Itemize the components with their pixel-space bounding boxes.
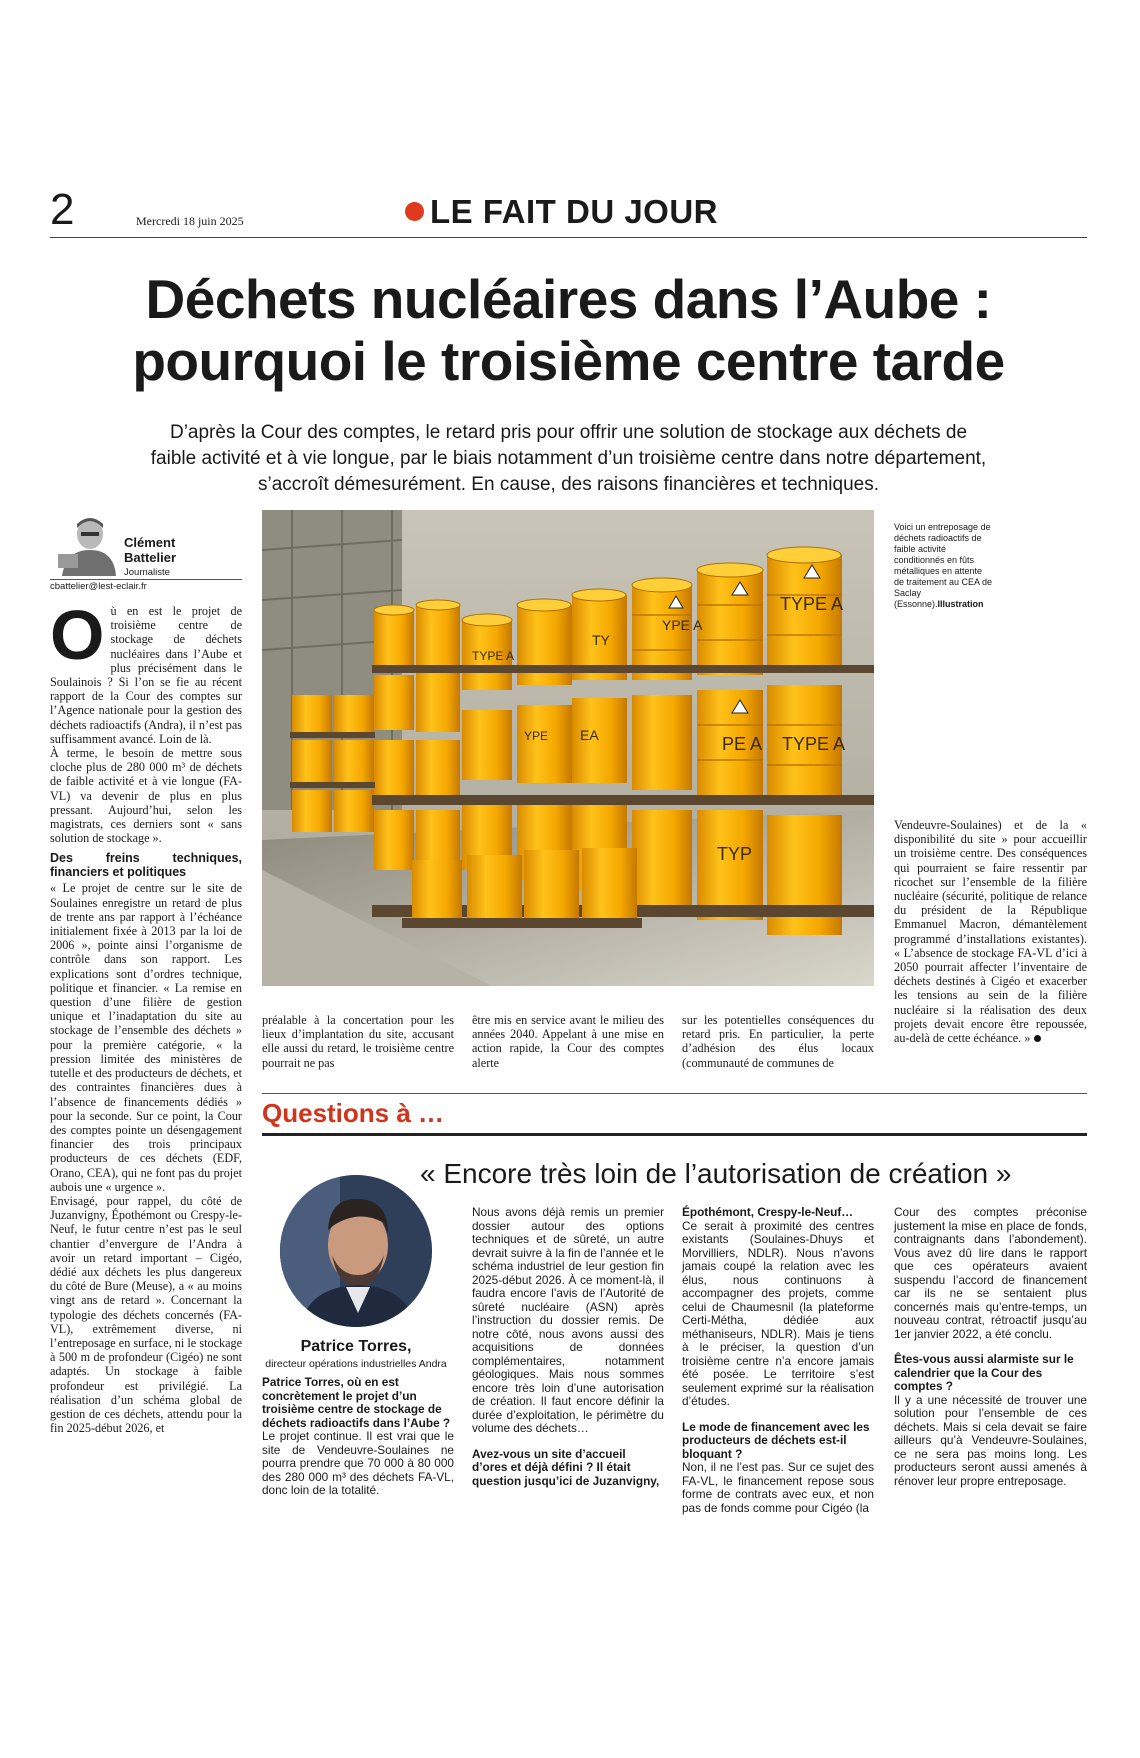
- drop-cap: O: [50, 596, 105, 674]
- headline: [50, 268, 1087, 392]
- section-divider: [262, 1093, 1087, 1094]
- photo-caption: [894, 522, 994, 610]
- author-role: Journaliste: [124, 567, 170, 578]
- barrel-label: TYP: [717, 844, 753, 864]
- interviewee-title: directeur opérations industrielles Andra: [265, 1358, 447, 1370]
- article-subhead: Des freins techniques, financiers et politiques: [50, 851, 242, 880]
- section-rubric: [405, 194, 718, 230]
- interview-column-3: [682, 1206, 874, 1515]
- barrel-label: PE A: [722, 734, 763, 754]
- article-paragraph: « Le projet de centre sur le site de Soulaines enregistre un retard de plus de trente ans par rapport à l’échéance initialement fixée à 2013 par la loi de 2006 », pointe ainsi l’organisme de contrôle dans son rapport. Les explications sont d’ordres technique, politique et financier. « La remise en question d’une filière de gestion unique et l’inadaptation du site au stockage de l’ensemble des déchets » pour la première catégorie, « la pression limitée des ministères de tutelle et des producteurs de déchets, et des contraintes financières dues à l’absence de financements dédiés » pour la seconde. Sur ce point, la Cour des comptes pointe un désengagement financier des trois principaux producteurs de ces déchets (EDF, Orano, CEA), qui ne font pas du projet aubois une « urgence ».: [50, 881, 242, 1194]
- barrels-photo: [262, 510, 874, 986]
- interviewee-name: Patrice Torres,: [300, 1338, 412, 1355]
- standfirst: D’après la Cour des comptes, le retard pris pour offrir une solution de stockage aux déchets de faible activité et à vie longue, par le biais notamment d’un troisième centre dans notre département, s’accroît démesurément. En cause, des raisons financières et techniques.: [150, 422, 987, 495]
- author-email[interactable]: cbattelier@lest-eclair.fr: [50, 581, 147, 592]
- photo-caption-text: Voici un entreposage de déchets radioactifs de faible activité conditionnés en fûts métalliques en attente de traitement au CEA de Saclay (Essonne).: [894, 522, 993, 609]
- barrel-label: EA: [580, 727, 599, 743]
- article-column-4: sur les potentielles conséquences du retard pris. En particulier, la perte d’adhésion des élus locaux (communauté de communes de: [682, 1013, 874, 1070]
- article-column-1: [50, 596, 242, 1436]
- article-paragraph: À terme, le besoin de mettre sous cloche plus de 280 000 m³ de déchets de faible activité et à vie longue (FA-VL) va devenir de plus en plus pressant. Aujourd’hui, selon les magistrats, ces derniers sont « sans solution de stockage ».: [50, 746, 242, 846]
- edition-date: Mercredi 18 juin 2025: [136, 214, 244, 228]
- interview-answer: Nous avons déjà remis un premier dossier autour des options techniques et de sûreté, un autre devrait suivre à la fin de l’année et le schéma industriel de leur gestion fin 2025-début 2026. À ce moment-là, il faudra encore l’avis de l’Autorité de sûreté nucléaire (ASN) après l’instruction du dossier remis. De notre côté, nous avons aussi des acquisitions de données complémentaires, notamment géologiques. Mais nous sommes encore très loin d’une autorisation de création. Il faut encore définir la durée d’exploitation, le périmètre du volume des déchets…: [472, 1205, 664, 1435]
- page-number: 2: [50, 185, 75, 234]
- interview-question: Êtes-vous aussi alarmiste sur le calendrier que la Cour des comptes ?: [894, 1352, 1074, 1393]
- barrel-label: YPE: [524, 729, 549, 743]
- photo-credit: Illustration: [937, 599, 984, 609]
- interview-answer: Ce serait à proximité des centres existants (Soulaines-Dhuys et Morvilliers, NDLR). Nous n’avons jamais coupé la relation avec les élus, nous continuons à accompagner des projets, comme celui de Chaumesnil (la plateforme Certi-Métha, dédiée aux méthaniseurs, NDLR). Mais je tiens à le préciser, la question d’un troisième centre n’a encore jamais été posée. Le territoire s’est seulement exprimé sur la réalisation d’études.: [682, 1218, 874, 1408]
- interview-answer: Le projet continue. Il est vrai que le site de Vendeuvre-Soulaines ne pourra prendre que 70 000 à 80 000 des 280 000 m³ des déchets FA-VL, donc loin de la totalité.: [262, 1429, 454, 1497]
- interview-question: Le mode de financement avec les producteurs de déchets est-il bloquant ?: [682, 1419, 870, 1461]
- article-paragraph: Envisagé, pour rappel, du côté de Juzanvigny, Épothémont ou Crespy-le-Neuf, le futur centre n’est pas le seul chantier d’envergure de l’Andra à avoir un retard important – Cigéo, dédié aux déchets les plus dangereux du côté de Bure (Meuse), a « au moins vingt ans de retard ». Concernant la typologie des déchets concernés (FA-VL), extrêmement diverse, ni l’entreposage en surface, ni le stockage à 500 m de profondeur (Cigéo) ne sont adaptés. Un stockage à faible profondeur est privilégié. La réalisation d’un schéma global de gestion de ces déchets, attendu pour la fin 2025-début 2026, et: [50, 1193, 242, 1436]
- interview-column-2: [472, 1206, 664, 1488]
- author-rule: [50, 579, 242, 580]
- barrel-label: TY: [592, 632, 610, 648]
- end-mark-icon: [1034, 1035, 1041, 1042]
- article-paragraph: Vendeuvre-Soulaines) et de la « disponibilité du site » pour accueillir un troisième centre. Des conséquences qui pourraient se faire ressentir par ricochet sur l’ensemble de la filière nucléaire (sécurité, politique de relance du président de la République Emmanuel Macron, démantèlement programmé d’installations existantes). « L’absence de stockage FA-VL d’ici à 2050 pourrait affecter l’inventaire de déchets destinés à Cigéo et exacerber les tensions au sein de la filière nucléaire si la réalisation des deux projets devait encore être repoussée, au-delà de cette échéance. »: [894, 818, 1087, 1046]
- interview-section-title: Questions à …: [262, 1098, 445, 1128]
- header-rule: [50, 237, 1087, 238]
- barrel-label: TYPE A: [782, 734, 846, 754]
- interview-question: Avez-vous un site d’accueil d’ores et déjà défini ? Il était question jusqu’ici de Juzanvigny,: [472, 1446, 660, 1488]
- barrel-label: YPE A: [662, 617, 703, 633]
- author-name: [124, 535, 176, 565]
- interviewee-portrait: [280, 1175, 432, 1327]
- rubric-label: LE FAIT DU JOUR: [430, 193, 719, 230]
- article-column-5: [894, 818, 1087, 1045]
- headline-line-2: pourquoi le troisième centre tarde: [132, 330, 1005, 392]
- interview-rule: [262, 1133, 1087, 1136]
- interview-answer: Non, il ne l’est pas. Sur ce sujet des FA-VL, le financement repose sous forme de contrats avec eux, et non pas de fonds comme pour Cigéo (la: [682, 1460, 874, 1515]
- interview-answer: Il y a une nécessité de trouver une solution pour l’ensemble de ces déchets. Mais si cela devait se faire ailleurs qu’à Vendeuvre-Soulaines, ce ne sera pas moins long. Les producteurs seront aussi amenés à rénover leur propre entreposage.: [894, 1392, 1087, 1488]
- article-column-2: préalable à la concertation pour les lieux d’implantation du site, accusant elle aussi du retard, le troisième centre pourrait ne pas: [262, 1013, 454, 1070]
- article-paragraph: ù en est le projet de troisième centre de stockage de déchets nucléaires dans l’Aube et plus précisément dans le Soulainois ? Si l’on se fie au récent rapport de la Cour des comptes sur l’Agence nationale pour la gestion des déchets radioactifs (Andra), il n’est pas suffisamment avancé. Loin de là.: [50, 604, 242, 746]
- author-portrait: [50, 510, 120, 576]
- headline-line-1: Déchets nucléaires dans l’Aube :: [145, 268, 992, 330]
- interview-quote: « Encore très loin de l’autorisation de création »: [420, 1158, 1012, 1189]
- barrel-label: TYPE A: [472, 649, 515, 663]
- interview-answer: Cour des comptes préconise justement la mise en place de fonds, contraignants dans l’abondement). Vous avez dû lire dans le rapport que ces opérateurs avaient suspendu l’accord de financement car ils ne se sentaient plus concernés mais qu’entre-temps, un nouveau contrat, rétroactif jusqu’au 1er janvier 2022, a été conclu.: [894, 1205, 1087, 1341]
- interview-column-1: [262, 1376, 454, 1498]
- interview-question: Patrice Torres, où en est concrètement le projet d’un troisième centre de stockage de déchets radioactifs dans l’Aube ?: [262, 1375, 451, 1430]
- article-column-3: être mis en service avant le milieu des années 2040. Appelant à une mise en action rapide, la Cour des comptes alerte: [472, 1013, 664, 1070]
- author-last-name: Battelier: [124, 550, 177, 565]
- interview-question: Épothémont, Crespy-le-Neuf…: [682, 1205, 854, 1219]
- interview-column-4: [894, 1206, 1087, 1488]
- author-first-name: Clément: [124, 535, 176, 550]
- red-dot-icon: [405, 202, 424, 221]
- barrel-label: TYPE A: [780, 594, 844, 614]
